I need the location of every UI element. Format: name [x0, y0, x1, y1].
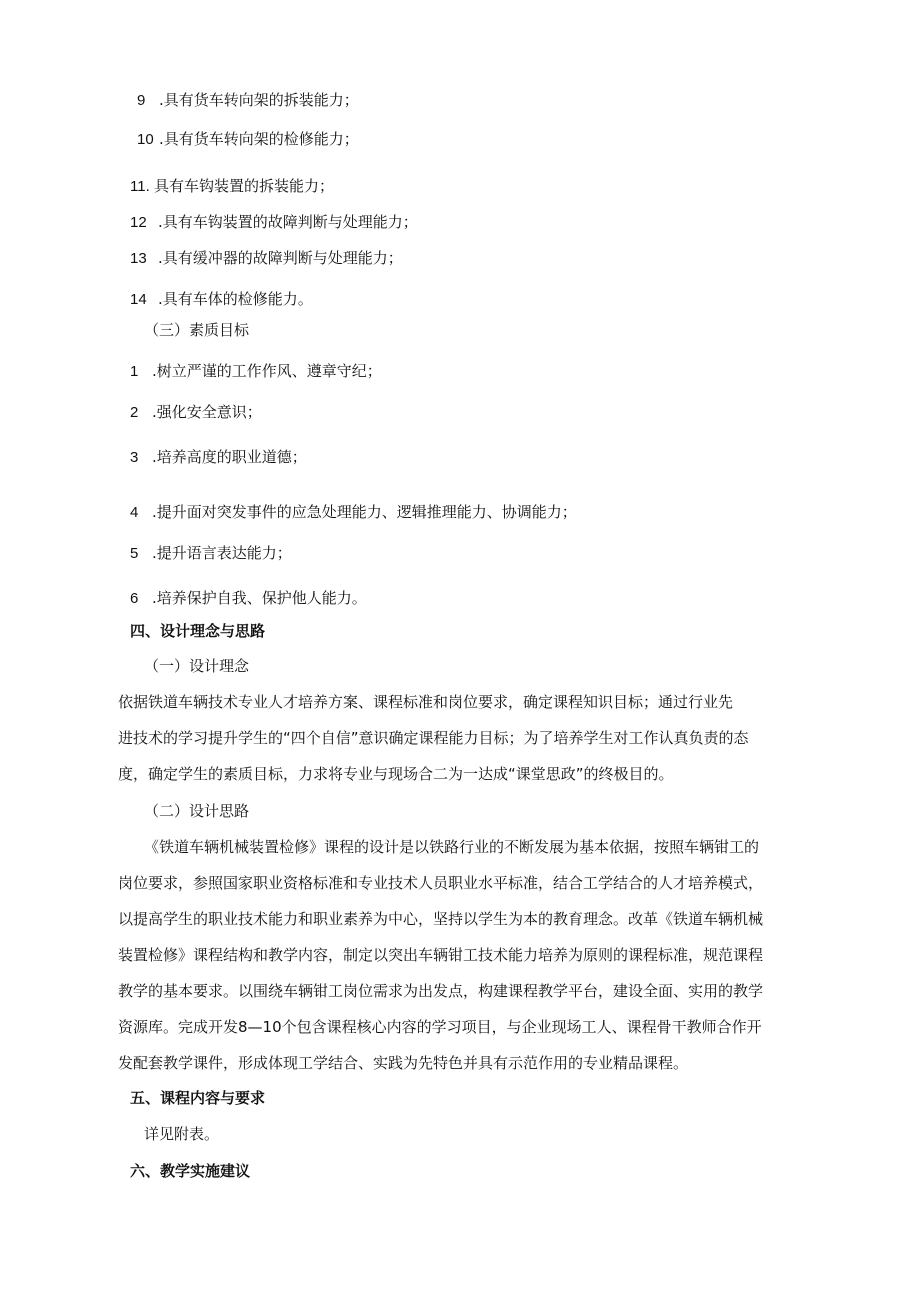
item-text: .具有货车转向架的拆装能力； — [159, 91, 359, 109]
item-number: 13 — [130, 250, 147, 267]
list-item — [130, 543, 292, 564]
paragraph-line: 装置检修》课程结构和教学内容，制定以突出车辆钳工技术能力培养为原则的课程标准，规范课程 — [118, 946, 764, 964]
section-heading: 四、设计理念与思路 — [130, 622, 266, 640]
paragraph-line: 以提高学生的职业技术能力和职业素养为中心，坚持以学生为本的教育理念。改革《铁道车辆机械 — [118, 910, 764, 928]
list-item — [130, 176, 334, 197]
paragraph-line: 发配套教学课件，形成体现工学结合、实践为先特色并具有示范作用的专业精品课程。 — [118, 1054, 689, 1072]
list-item — [130, 212, 418, 233]
item-text: .提升面对突发事件的应急处理能力、逻辑推理能力、协调能力； — [152, 503, 577, 521]
item-text: .具有缓冲器的故障判断与处理能力； — [158, 249, 403, 267]
item-text: .具有车钩装置的故障判断与处理能力； — [158, 213, 418, 231]
paragraph-line: 依据铁道车辆技术专业人才培养方案、课程标准和岗位要求，确定课程知识目标；通过行业先 — [118, 693, 734, 711]
item-text: .树立严谨的工作作风、遵章守纪； — [152, 362, 382, 380]
item-number: 6 — [130, 590, 139, 607]
item-number: 11. — [130, 178, 150, 195]
item-number: 4 — [130, 504, 139, 521]
paragraph-line: 岗位要求，参照国家职业资格标准和专业技术人员职业水平标准，结合工学结合的人才培养模式， — [118, 874, 764, 892]
paragraph-line: 资源库。完成开发8—10个包含课程核心内容的学习项目，与企业现场工人、课程骨干教师合作开 — [118, 1018, 762, 1036]
list-item — [130, 588, 367, 609]
section-heading: 五、课程内容与要求 — [130, 1089, 266, 1107]
item-text: .培养保护自我、保护他人能力。 — [152, 589, 367, 607]
item-number: 9 — [137, 92, 146, 109]
paragraph-line: 《铁道车辆机械装置检修》课程的设计是以铁路行业的不断发展为基本依据，按照车辆钳工的 — [144, 838, 760, 856]
list-item — [130, 447, 307, 468]
list-item — [130, 248, 403, 269]
list-item — [130, 361, 382, 382]
paragraph-line: 教学的基本要求。以围绕车辆钳工岗位需求为出发点，构建课程教学平台，建设全面、实用的教学 — [118, 982, 764, 1000]
list-item — [130, 402, 262, 423]
subsection-heading: （二）设计思路 — [144, 802, 250, 820]
paragraph-line: 进技术的学习提升学生的“四个自信”意识确定课程能力目标；为了培养学生对工作认真负责的态 — [118, 729, 749, 747]
subsection-heading: （三）素质目标 — [144, 321, 250, 339]
item-number: 10 — [137, 131, 154, 148]
item-text: .强化安全意识； — [152, 403, 262, 421]
item-text: 具有车钩装置的拆装能力； — [154, 177, 335, 195]
paragraph — [118, 829, 818, 1081]
list-item — [130, 289, 313, 310]
item-text: .提升语言表达能力； — [152, 544, 292, 562]
item-number: 5 — [130, 545, 139, 562]
item-number: 3 — [130, 449, 139, 466]
item-text: .具有车体的检修能力。 — [158, 290, 313, 308]
list-item — [137, 129, 359, 150]
paragraph — [118, 684, 818, 792]
paragraph-line: 度，确定学生的素质目标，力求将专业与现场合二为一达成“课堂思政”的终极目的。 — [118, 765, 674, 783]
list-item — [130, 502, 577, 523]
body-text: 详见附表。 — [144, 1125, 220, 1143]
item-text: .具有货车转向架的检修能力； — [159, 130, 359, 148]
list-item — [137, 90, 359, 111]
item-number: 2 — [130, 404, 139, 421]
item-number: 14 — [130, 291, 147, 308]
item-text: .培养高度的职业道德； — [152, 448, 307, 466]
subsection-heading: （一）设计理念 — [144, 657, 250, 675]
item-number: 12 — [130, 214, 147, 231]
item-number: 1 — [130, 363, 139, 380]
section-heading: 六、教学实施建议 — [130, 1162, 251, 1180]
